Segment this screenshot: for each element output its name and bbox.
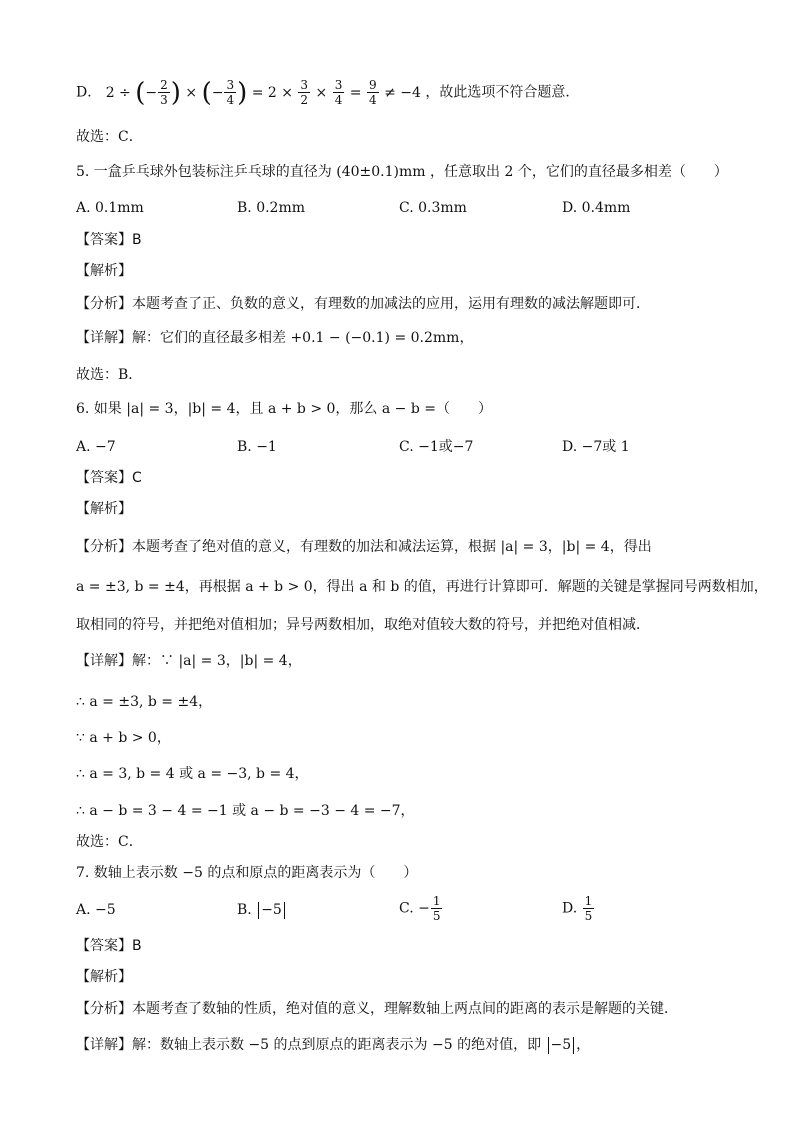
q6-detail-3: ∵ a + b > 0， — [76, 730, 171, 746]
fraction: $\frac{9}{4}$ — [368, 78, 377, 107]
q6-detail-5: ∴ a − b = 3 − 4 = −1 或 a − b = −3 − 4 = −7， — [76, 803, 415, 819]
q7-option-c — [399, 894, 443, 923]
q5-stem-text-2: ，任意取出 2 个，它们的直径最多相差（ ） — [430, 164, 728, 180]
fraction: $\frac{3}{2}$ — [300, 78, 309, 107]
q7-analysis-head: 【解析】 — [76, 969, 132, 985]
q7-stem: 7. 数轴上表示数 −5 的点和原点的距离表示为（ ） — [76, 865, 418, 881]
fraction: $\frac{3}{4}$ — [226, 78, 235, 107]
q6-detail-2: ∴ a = ±3, b = ±4， — [76, 694, 213, 710]
option-d-tail: ，故此选项不符合题意． — [425, 84, 580, 101]
q7-detail-tail: ， — [576, 1037, 591, 1053]
q5-option-a: A. 0.1mm — [76, 200, 144, 216]
q5-option-d: D. 0.4mm — [562, 200, 631, 216]
q4-choice: 故选：C． — [76, 129, 143, 145]
q5-stem-math: (40±0.1)mm — [336, 164, 426, 180]
option-d-line — [76, 78, 579, 107]
option-d-expression: 2 ÷ (− $\frac{2}{3}$ ) × (− $\frac{3}{4}$ ) = 2 × $\frac{3}{2}$ × $\frac{3}{4}$ = $\frac{9}{4}$ ≠ −4 — [105, 77, 426, 108]
q7-detail — [76, 1035, 590, 1055]
q5-stem-text: 5. 一盒乒乓球外包装标注乒乓球的直径为 — [76, 164, 332, 180]
q5-detail: 【详解】解：它们的直径最多相差 +0.1 − (−0.1) = 0.2mm， — [76, 330, 474, 346]
q7-answer: 【答案】B — [76, 938, 142, 954]
q6-analysis-1: 【分析】本题考查了绝对值的意义，有理数的加法和减法运算，根据 |a| = 3，|b| = 4，得出 — [76, 539, 652, 555]
q6-analysis-2: a = ±3, b = ±4，再根据 a + b > 0，得出 a 和 b 的值，再进行计算即可．解题的关键是掌握同号两数相加， — [76, 579, 768, 595]
q7-detail-text: 【详解】解：数轴上表示数 −5 的点到原点的距离表示为 −5 的绝对值，即 — [76, 1037, 542, 1053]
q7-analysis: 【分析】本题考查了数轴的性质，绝对值的意义，理解数轴上两点间的距离的表示是解题的关键． — [76, 1001, 678, 1017]
q6-option-d: D. −7或 1 — [562, 439, 630, 455]
q6-analysis-3: 取相同的符号，并把绝对值相加；异号两数相加，取绝对值较大数的符号，并把绝对值相减． — [76, 617, 650, 633]
fraction: $\frac{3}{4}$ — [334, 78, 343, 107]
fraction: $\frac{1}{5}$ — [432, 894, 441, 923]
q7-option-b-value: −5 — [261, 902, 282, 918]
q6-option-a: A. −7 — [76, 439, 116, 455]
q5-analysis-head: 【解析】 — [76, 263, 132, 279]
q7-option-c-label: C. − — [399, 900, 430, 917]
q7-detail-value: −5 — [550, 1037, 572, 1053]
q5-stem — [76, 162, 728, 182]
q7-option-d-label: D. — [562, 900, 578, 917]
q6-option-c: C. −1或−7 — [399, 439, 474, 455]
q6-detail-1: 【详解】解：∵ |a| = 3，|b| = 4， — [76, 653, 302, 669]
q6-analysis-head: 【解析】 — [76, 501, 132, 517]
q5-answer: 【答案】B — [76, 232, 142, 248]
q6-detail-4: ∴ a = 3, b = 4 或 a = −3, b = 4， — [76, 766, 309, 782]
q5-option-b: B. 0.2mm — [237, 200, 306, 216]
q7-option-b-label: B. — [237, 902, 252, 918]
q6-choice: 故选：C． — [76, 834, 143, 850]
fraction: $\frac{2}{3}$ — [160, 78, 168, 107]
q6-option-b: B. −1 — [237, 439, 277, 455]
q5-analysis: 【分析】本题考查了正、负数的意义，有理数的加减法的应用，运用有理数的减法解题即可． — [76, 296, 650, 312]
q5-choice: 故选：B． — [76, 367, 143, 383]
q7-option-a: A. −5 — [76, 902, 116, 918]
q7-option-d — [562, 894, 595, 923]
fraction: $\frac{1}{5}$ — [584, 894, 593, 923]
q7-option-b — [237, 900, 287, 920]
q6-stem: 6. 如果 |a| = 3，|b| = 4，且 a + b > 0，那么 a − b =（ ） — [76, 401, 493, 417]
q5-option-c: C. 0.3mm — [399, 200, 467, 216]
q6-answer: 【答案】C — [76, 470, 142, 486]
option-d-label: D． — [76, 84, 102, 101]
